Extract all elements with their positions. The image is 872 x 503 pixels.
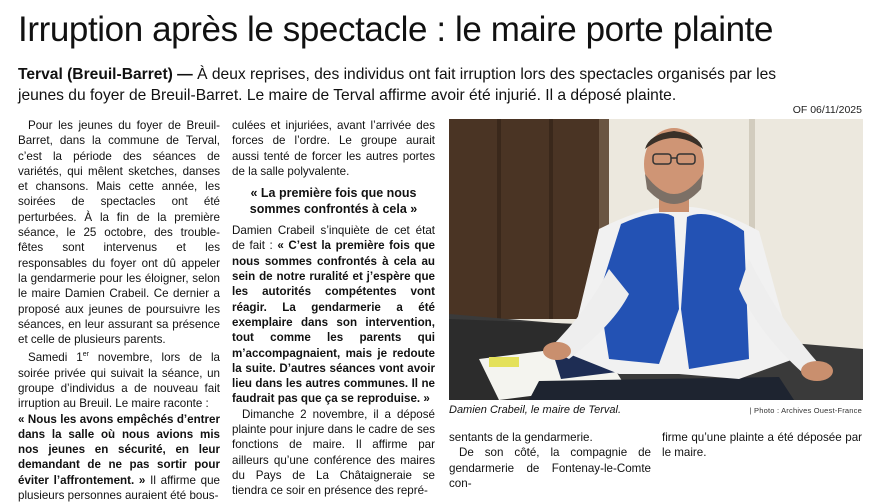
lead-place: Terval (Breuil-Barret) — [18,66,193,83]
photo-caption: Damien Crabeil, le maire de Terval. [449,404,621,416]
col2-paragraph-3: Dimanche 2 novembre, il a déposé plainte pour injure dans le cadre de ses fonctions de maire. Il affirme par ailleurs qu’une conférence des maires du Pays de La Châtaigneraie se tiendra ce soir en présence des repré- [232,407,435,498]
col3-paragraph-2: De son côté, la compagnie de gendarmerie de Fontenay-le-Comte con- [449,446,651,490]
article-column-1 [18,118,220,503]
col2-paragraph-2 [232,223,435,407]
lead-paragraph [18,64,778,106]
photo-credit: | Photo : Archives Ouest-France [749,406,862,415]
col2-quote: « C’est la première fois que nous sommes confrontés à cela au sein de notre ruralité et j’espère que les autorités compétentes vont réagir. La gendarmerie a été exemplaire dans son intervention, tout comme les parents qui m’accompagnaient, mais je redoute la suite. D’autres séances vont avoir lieu dans les autres communes. Il ne faudrait pas que ça se reproduise. » [232,239,435,406]
col1-p2-start: Samedi 1 [28,351,83,365]
col1-p2-end: Il affirme que plusieurs personnes auraient été bous- [18,473,220,502]
col2-p2-intro: Damien Crabeil s’inquiète de cet état de fait : [232,224,435,253]
lead-text: À deux reprises, des individus ont fait irruption lors des spectacles organisés par les jeunes du foyer de Breuil-Barret. Le maire de Terval affirme avoir été injurié. Il a déposé plainte. [18,66,777,104]
col2-paragraph-1: culées et injuriées, avant l’arrivée des forces de l’ordre. Le groupe aurait aussi tenté de forcer les autres portes de la salle polyvalente. [232,119,435,178]
col1-paragraph-1: Pour les jeunes du foyer de Breuil-Barret, dans la commune de Terval, c’est la période des séances de variétés, qui mêlent sketches, danses et chansons. Mais cette année, les soirées de spectacles ont été perturbées. À la fin de la première séance, le 25 octobre, des trouble-fêtes sont intervenus et les responsables du foyer ont dû appeler la gendarmerie pour les éloigner, selon le maire Damien Crabeil. Ce dernier a proposé aux jeunes de poursuivre les séances, en leur assurant sa présence et celle de plusieurs parents. [18,119,220,347]
col1-p2-sup: er [82,351,89,359]
mayor-photo-illustration [449,119,863,400]
article-column-3 [449,430,651,491]
col4-paragraph-1: firme qu’une plainte a été déposée par le maire. [662,431,862,460]
headline: Irruption après le spectacle : le maire porte plainte [18,10,774,49]
mayor-photo [449,119,863,400]
subheading: « La première fois que nous sommes confrontés à cela » [249,186,418,217]
article-column-4 [662,430,862,461]
col1-p2-rest: novembre, lors de la soirée privée qui suivait la séance, un groupe d’individus a de nouveau fait irruption au Breuil. Le maire raconte : [18,351,220,411]
col1-quote: « Nous les avons empêchés d’entrer dans la salle où nous avions mis nos jeunes en sécurité, en leur demandant de ne pas sortir pour éviter l’affrontement. » [18,412,220,487]
source-date: OF 06/11/2025 [792,104,862,116]
article-column-2 [232,118,435,499]
col3-paragraph-1: sentants de la gendarmerie. [449,431,593,444]
col1-paragraph-2 [18,347,220,503]
